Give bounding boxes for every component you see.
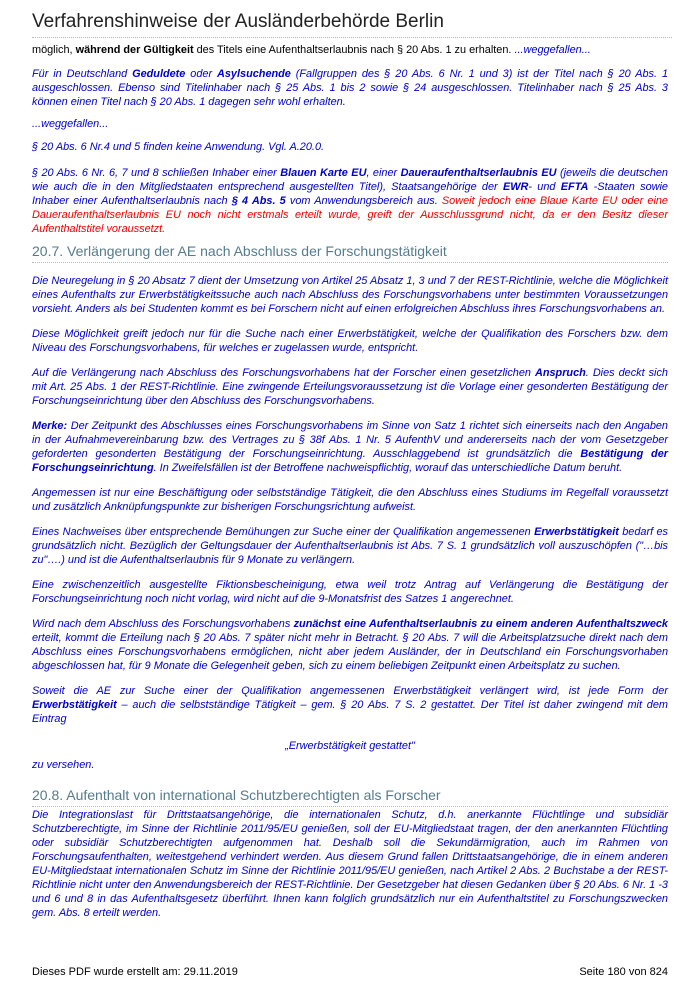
- paragraph-omitted: ...weggefallen...: [32, 118, 109, 130]
- paragraph-tolerated-asylum: Für in Deutschland Geduldete oder Asylsuchende (Fallgruppen des § 20 Abs. 6 Nr. 1 und 3) ist der Titel nach § 20 Abs. 1 ausgeschlossen. Ebenso sind Titelinhaber nach § 25 Abs. 1 bis 2 sowie § 24 ausgeschlossen. Titelinhaber nach § 25 Abs. 3 können einen Titel nach § 20 Abs. 1 dagegen sehr wohl erhalten.: [32, 68, 668, 108]
- red-note: Soweit jedoch eine Blaue Karte EU oder eine Daueraufenthaltserlaubnis EU noch nicht erstmals erteilt wurde, greift der Ausschlussgrund nicht, da er den Besitz dieser Aufenthaltstitel voraussetzt.: [32, 195, 668, 235]
- paragraph-fiction-certificate: Eine zwischenzeitlich ausgestellte Fiktionsbescheinigung, etwa weil trotz Antrag auf Verlängerung die Bestätigung der Forschungseinrichtung noch nicht vorlag, wird nicht auf die 9-Monatsfrist des Satzes 1 angerechnet.: [32, 579, 668, 605]
- emphasis-efta: EFTA: [560, 181, 589, 193]
- emphasis-other-purpose: zunächst eine Aufenthaltserlaubnis zu einem anderen Aufenthaltszweck: [293, 618, 668, 630]
- document-title: Verfahrenshinweise der Ausländerbehörde Berlin: [32, 11, 672, 38]
- omitted-marker: ...weggefallen...: [514, 44, 591, 56]
- emphasis-geduldete: Geduldete: [132, 68, 186, 80]
- emphasis-validity: während der Gültigkeit: [75, 44, 194, 56]
- paragraph-validity: möglich, während der Gültigkeit des Titels eine Aufenthaltserlaubnis nach § 20 Abs. 1 zu erhalten. ...weggefallen...: [32, 44, 591, 56]
- entry-text: „Erwerbstätigkeit gestattet": [285, 740, 415, 752]
- footer-created-date: Dieses PDF wurde erstellt am: 29.11.2019: [32, 966, 238, 978]
- paragraph-exclusions: § 20 Abs. 6 Nr. 6, 7 und 8 schließen Inhaber einer Blauen Karte EU, einer Daueraufenthaltserlaubnis EU (jeweils die deutschen wie auch die in den Mitgliedstaaten entsprechend ausgestellten Titel), Staatsangehörige der EWR- und EFTA -Staaten sowie Inhaber einer Aufenthaltserlaubnis nach § 4 Abs. 5 vom Anwendungsbereich aus. Soweit jedoch eine Blaue Karte EU oder eine Daueraufenthaltserlaubnis EU noch nicht erstmals erteilt wurde, greift der Ausschlussgrund nicht, da er den Besitz dieser Aufenthaltstitel voraussetzt.: [32, 167, 668, 235]
- paragraph-qualification: Diese Möglichkeit greift jedoch nur für die Suche nach einer Erwerbstätigkeit, welche der Qualifikation des Forschers bzw. dem Niveau des Forschungsvorhabens, für welches er zugelassen wurde, entspricht.: [32, 328, 668, 354]
- paragraph-new-regulation: Die Neuregelung in § 20 Absatz 7 dient der Umsetzung von Artikel 25 Absatz 1, 3 und 7 der REST-Richtlinie, welche die Möglichkeit eines Aufenthalts zur Erwerbstätigkeitssuche auch nach Abschluss des Forschungsvorhabens unter bestimmten Voraussetzungen vorsieht. Anders als bei Studenten kommt es bei Forschern nicht auf einen erfolgreichen Abschluss ihres Forschungsvorhabens an.: [32, 275, 668, 315]
- section-heading-20-7: 20.7. Verlängerung der AE nach Abschluss der Forschungstätigkeit: [32, 243, 668, 263]
- footer-page-number: Seite 180 von 824: [579, 966, 668, 978]
- emphasis-permanent-residence: Daueraufenthaltserlaubnis EU: [400, 167, 557, 179]
- paragraph-appropriate: Angemessen ist nur eine Beschäftigung oder selbstständige Tätigkeit, die den Abschluss eines Studiums im Regelfall voraussetzt und zusätzlich Anknüpfungspunkte zur bisherigen Forschungsrichtung aufweist.: [32, 487, 668, 513]
- paragraph-claim: Auf die Verlängerung nach Abschluss des Forschungsvorhabens hat der Forscher einen gesetzlichen Anspruch. Dies deckt sich mit Art. 25 Abs. 1 der REST-Richtlinie. Eine zwingende Erteilungsvoraussetzung ist die Vorlage einer gesonderten Bestätigung der Forschungseinrichtung über den Abschluss des Forschungsvorhabens.: [32, 367, 668, 407]
- paragraph-integration: Die Integrationslast für Drittstaatsangehörige, die internationalen Schutz, d.h. anerkannte Flüchtlinge und subsidiär Schutzberechtigte, im Sinne der Richtlinie 2011/95/EU genießen, soll der EU-Mitgliedstaat tragen, der den anerkannten Flüchtling oder subsidiär Schutzberechtigten aufgenommen hat. Deshalb soll die Sekundärmigration, auch im Rahmen von Forschungsaufenthalten, weitestgehend verhindert werden. Aus diesem Grund fallen Drittstaatsangehörige, die in einem anderen EU-Mitgliedstaat internationalen Schutz im Sinne der Richtlinie 2011/95/EU genießen, nach Artikel 2 Abs. 2 Buchstabe a der REST-Richtlinie nicht unter den Anwendungsbereich der REST-Richtlinie. Der Gesetzgeber hat diesen Gedanken über § 20 Abs. 6 Nr. 1 -3 und 6 und 8 in das Aufenthaltsgesetz überführt. Ihnen kann folglich grundsätzlich nur ein Aufenthaltstitel zu Forschungszwecken gem. Abs. 8 erteilt werden.: [32, 809, 668, 919]
- paragraph-no-application: § 20 Abs. 6 Nr.4 und 5 finden keine Anwendung. Vgl. A.20.0.: [32, 141, 325, 153]
- emphasis-asylsuchende: Asylsuchende: [217, 68, 291, 80]
- emphasis-confirmation: Bestätigung der Forschungseinrichtung: [32, 448, 668, 474]
- paragraph-extension: Soweit die AE zur Suche einer der Qualifikation angemessenen Erwerbstätigkeit verlängert wird, ist jede Form der Erwerbstätigkeit – auch die selbstständige Tätigkeit – gem. § 20 Abs. 7 S. 2 gestattet. Der Titel ist daher zwingend mit dem Eintrag: [32, 685, 668, 725]
- section-heading-20-8: 20.8. Aufenthalt von international Schutzberechtigten als Forscher: [32, 787, 668, 807]
- paragraph-note: Merke: Der Zeitpunkt des Abschlusses eines Forschungsvorhabens im Sinne von Satz 1 richtet sich einerseits nach den Angaben in der Aufnahmevereinbarung bzw. des Vertrages zu § 38f Abs. 1 Nr. 5 AufenthV und andererseits nach der vom Gesetzgeber geforderten gesonderten Bestätigung der Forschungseinrichtung. Ausschlaggebend ist grundsätzlich die Bestätigung der Forschungseinrichtung. In Zweifelsfällen ist der Betroffene nachweispflichtig, worauf das unterschiedliche Datum beruht.: [32, 420, 668, 474]
- emphasis-anspruch: Anspruch: [534, 367, 586, 379]
- paragraph-other-purpose: Wird nach dem Abschluss des Forschungsvorhabens zunächst eine Aufenthaltserlaubnis zu einem anderen Aufenthaltszweck erteilt, kommt die Erteilung nach § 20 Abs. 7 später nicht mehr in Betracht. § 20 Abs. 7 will die Arbeitsplatzsuche direkt nach dem Abschluss eines Forschungsvorhabens ermöglichen, nicht aber jedem Ausländer, der in Deutschland ein Forschungsvorhaben abgeschlossen hat, für 9 Monate die Gelegenheit geben, sich zu einem beliebigen Zeitpunkt einen Arbeitsplatz zu suchen.: [32, 618, 668, 672]
- paragraph-provide: zu versehen.: [32, 759, 95, 771]
- document-body: [32, 42, 668, 920]
- emphasis-ewr: EWR: [502, 181, 529, 193]
- paragraph-evidence: Eines Nachweises über entsprechende Bemühungen zur Suche einer der Qualifikation angemessenen Erwerbstätigkeit bedarf es grundsätzlich nicht. Bezüglich der Geltungsdauer der Aufenthaltserlaubnis ist Abs. 7 S. 1 grundsätzlich voll auszuschöpfen ("…bis zu"….) und ist die Aufenthaltserlaubnis für 9 Monate zu verlängern.: [32, 526, 668, 566]
- emphasis-para-4-5: § 4 Abs. 5: [231, 195, 286, 207]
- emphasis-employment: Erwerbstätigkeit: [534, 526, 619, 538]
- emphasis-employment-2: Erwerbstätigkeit: [32, 699, 117, 711]
- emphasis-blue-card: Blauen Karte EU: [280, 167, 367, 179]
- page-footer: [32, 966, 668, 978]
- emphasis-merke: Merke:: [32, 420, 68, 432]
- page-header: [32, 11, 672, 38]
